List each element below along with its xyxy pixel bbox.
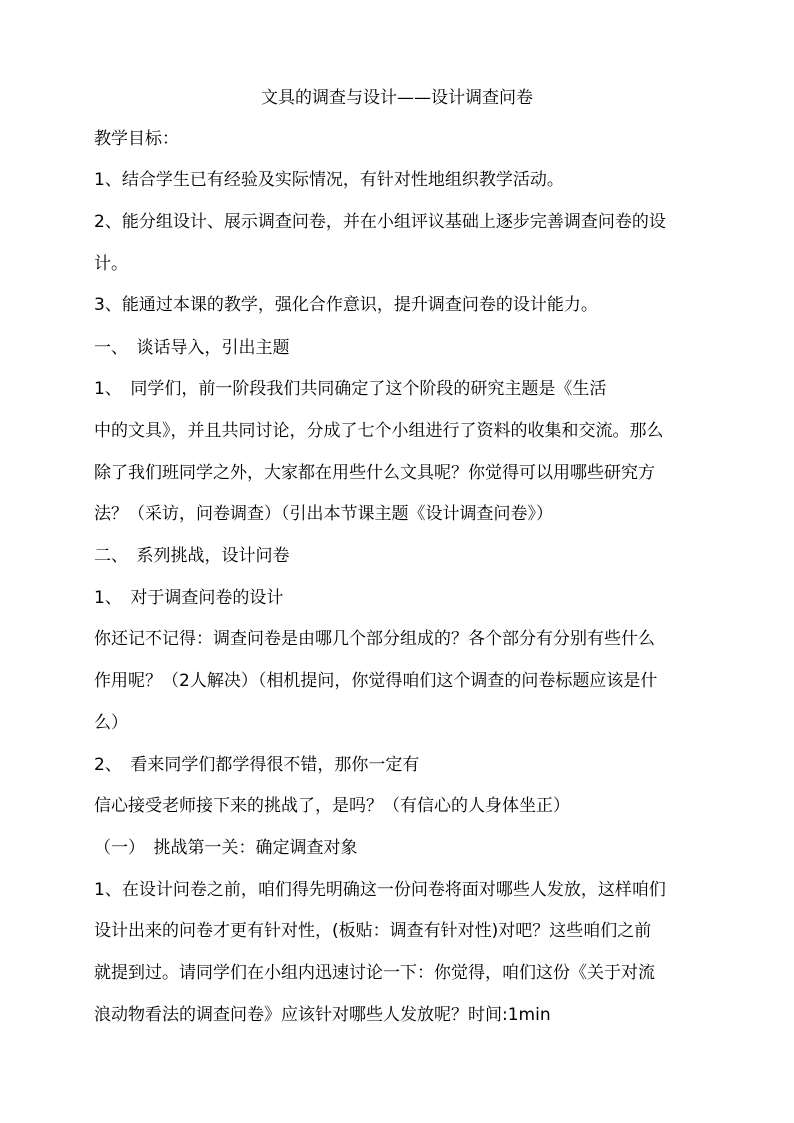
- paragraph-line: 1、在设计问卷之前，咱们得先明确这一份问卷将面对哪些人发放，这样咱们: [94, 880, 666, 900]
- section-heading: （一） 挑战第一关：确定调查对象: [94, 838, 358, 858]
- paragraph-line: 教学目标：: [94, 129, 179, 149]
- paragraph-line: 3、能通过本课的教学，强化合作意识，提升调查问卷的设计能力。: [94, 295, 598, 315]
- paragraph-line: 法？（采访，问卷调查）（引出本节课主题《设计调查问卷》）: [94, 504, 553, 524]
- paragraph-line: 就提到过。请同学们在小组内迅速讨论一下：你觉得，咱们这份《关于对流: [94, 963, 655, 983]
- paragraph-line: 么）: [94, 713, 128, 733]
- paragraph-line: 浪动物看法的调查问卷》应该针对哪些人发放呢？时间:1min: [94, 1005, 551, 1025]
- paragraph-line: 1、 同学们，前一阶段我们共同确定了这个阶段的研究主题是《生活: [94, 379, 607, 399]
- document-title: 文具的调查与设计——设计调查问卷: [261, 88, 533, 108]
- paragraph-line: 计。: [94, 254, 128, 274]
- paragraph-line: 除了我们班同学之外，大家都在用些什么文具呢？你觉得可以用哪些研究方: [94, 463, 655, 483]
- section-heading: 一、 谈话导入，引出主题: [94, 338, 290, 358]
- paragraph-line: 1、 对于调查问卷的设计: [94, 588, 284, 608]
- paragraph-line: 作用呢？（2人解决）（相机提问，你觉得咱们这个调查的问卷标题应该是什: [94, 671, 658, 691]
- paragraph-line: 1、结合学生已有经验及实际情况，有针对性地组织教学活动。: [94, 170, 564, 190]
- paragraph-line: 中的文具》，并且共同讨论，分成了七个小组进行了资料的收集和交流。那么: [94, 421, 664, 441]
- paragraph-line: 2、 看来同学们都学得很不错，那你一定有: [94, 755, 420, 775]
- paragraph-line: 2、能分组设计、展示调查问卷，并在小组评议基础上逐步完善调查问卷的设: [94, 212, 666, 232]
- section-heading: 二、 系列挑战，设计问卷: [94, 546, 290, 566]
- paragraph-line: 你还记不记得：调查问卷是由哪几个部分组成的？各个部分有分别有些什么: [94, 629, 655, 649]
- paragraph-line: 信心接受老师接下来的挑战了，是吗？（有信心的人身体坐正）: [94, 796, 570, 816]
- paragraph-line: 设计出来的问卷才更有针对性，(板贴：调查有针对性)对吧？这些咱们之前: [94, 921, 652, 941]
